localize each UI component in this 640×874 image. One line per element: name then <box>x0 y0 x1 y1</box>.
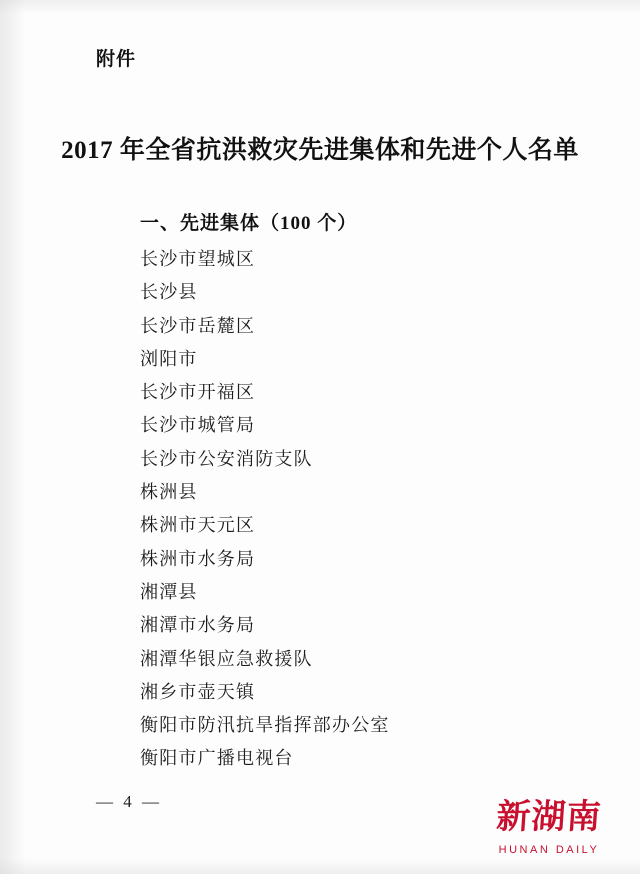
list-item: 湘乡市壶天镇 <box>140 681 256 702</box>
list-item: 株洲市天元区 <box>140 515 256 536</box>
list-item: 长沙市城管局 <box>140 415 256 436</box>
hunan-daily-logo <box>484 798 614 856</box>
list-item: 衡阳市防汛抗旱指挥部办公室 <box>140 715 390 736</box>
page-title: 2017 年全省抗洪救灾先进集体和先进个人名单 <box>61 137 579 164</box>
collective-list <box>140 243 560 776</box>
list-item: 株洲县 <box>140 482 198 503</box>
page-edge-shading-top <box>0 0 640 14</box>
page-edge-shading-bottom <box>0 858 640 874</box>
logo-chinese-text: 新湖南 <box>495 799 603 836</box>
list-item: 长沙市开福区 <box>140 382 256 403</box>
attachment-label: 附件 <box>96 49 137 70</box>
list-item: 株洲市水务局 <box>140 548 256 569</box>
list-item: 湘潭县 <box>140 581 198 602</box>
list-item: 湘潭市水务局 <box>140 615 256 636</box>
list-item: 长沙县 <box>140 282 198 303</box>
list-item: 长沙市公安消防支队 <box>140 448 313 469</box>
list-item: 衡阳市广播电视台 <box>140 748 294 769</box>
section-heading: 一、先进集体（100 个） <box>140 213 358 234</box>
page-number: — 4 — <box>96 792 162 811</box>
list-item: 长沙市岳麓区 <box>140 315 256 336</box>
list-item: 湘潭华银应急救援队 <box>140 648 313 669</box>
list-item: 浏阳市 <box>140 348 198 369</box>
list-item: 长沙市望城区 <box>140 249 256 269</box>
logo-english-text: HUNAN DAILY <box>498 844 600 856</box>
